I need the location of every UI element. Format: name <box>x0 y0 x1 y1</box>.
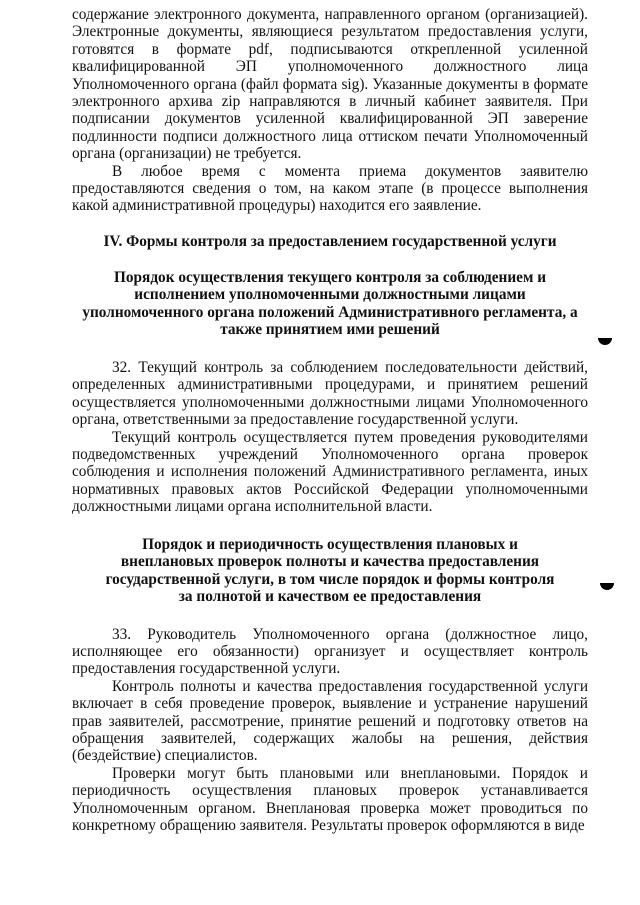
paragraph-32: 32. Текущий контроль за соблюдением последовательности действий, определенных административными процедурами, и принятием решений осуществляется уполномоченными должностными лицами Уполномоченного органа, ответственными за предоставление государственной услуги. <box>72 358 588 429</box>
paragraph-current-control-method: Текущий контроль осуществляется путем проведения руководителями подведомственных учреждений Уполномоченного органа проверок соблюдения и исполнения положений Административного регламента, иных нормативных правовых актов Российской Федерации уполномоченными должностными лицами органа исполнительной власти. <box>72 428 588 516</box>
paragraph-control-scope: Контроль полноты и качества предоставления государственной услуги включает в себя проведение проверок, выявление и устранение нарушений прав заявителей, рассмотрение, принятие решений и подготовку ответов на обращения заявителей, содержащих жалобы на решения, действия (бездействие) специалистов. <box>72 677 588 765</box>
binder-hole-mark-lower <box>600 583 614 590</box>
binder-hole-mark-upper <box>598 338 612 345</box>
paragraph-33: 33. Руководитель Уполномоченного органа (должностное лицо, исполняющее его обязанности) организует и осуществляет контроль предоставления государственной услуги. <box>72 625 588 678</box>
section-title: IV. Формы контроля за предоставлением государственной услуги <box>103 232 557 250</box>
heading-current-control: Порядок осуществления текущего контроля за соблюдением и исполнением уполномоченными должностными лицами уполномоченного органа положений Административного регламента, а также принятием ими решений <box>82 268 578 339</box>
paragraph-status-info: В любое время с момента приема документов заявителю предоставляются сведения о том, на каком этапе (в процессе выполнения какой административной процедуры) находится его заявление. <box>72 162 588 215</box>
heading-inspections: Порядок и периодичность осуществления плановых и внеплановых проверок полноты и качества предоставления государственной услуги, в том числе порядок и формы контроля за полнотой и качеством ее предоставления <box>105 535 555 606</box>
paragraph-inspection-types: Проверки могут быть плановыми или внеплановыми. Порядок и периодичность осуществления плановых проверок устанавливается Уполномоченным органом. Внеплановая проверка может проводиться по конкретному обращению заявителя. Результаты проверок оформляются в виде <box>72 764 588 834</box>
document-page <box>72 6 588 834</box>
paragraph-electronic-documents: содержание электронного документа, направленного органом (организацией). Электронные документы, являющиеся результатом предоставления услуги, готовятся в формате pdf, подписываются открепленной усиленной квалифицированной ЭП уполномоченного должностного лица Уполномоченного органа (файл формата sig). Указанные документы в формате электронного архива zip направляются в личный кабинет заявителя. При подписании документов усиленной квалифицированной ЭП заверение подлинности подписи должностного лица оттиском печати Уполномоченный органа (организации) не требуется. <box>72 6 588 163</box>
